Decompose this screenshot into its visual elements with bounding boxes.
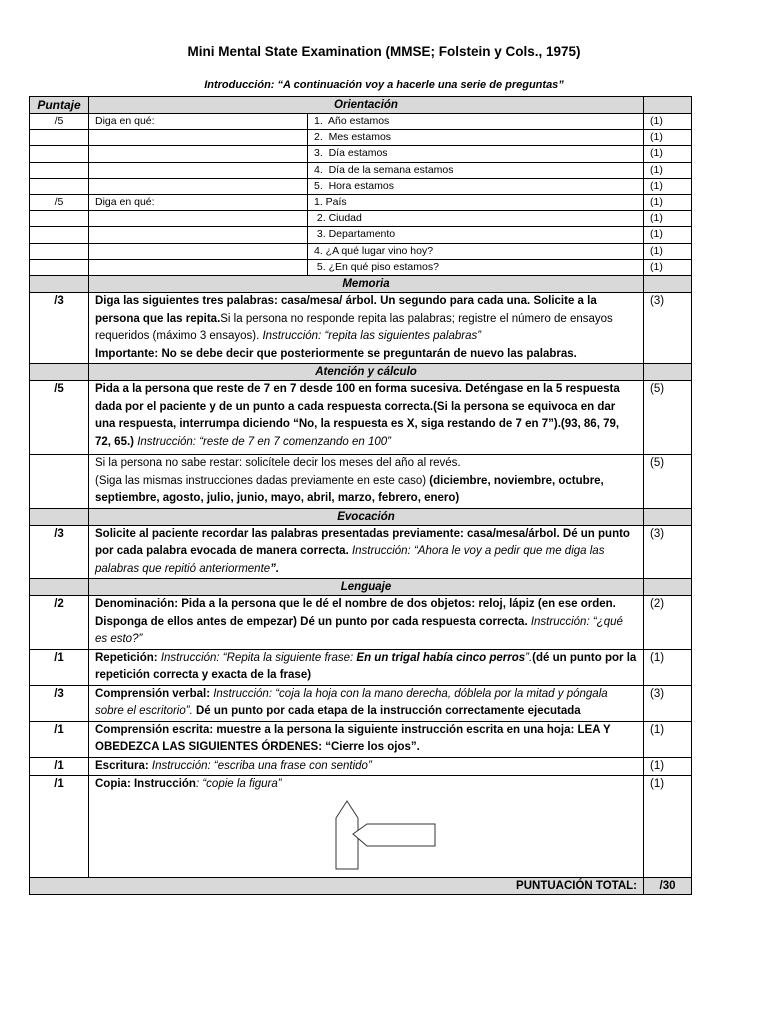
copia-instructions: Copia: Instrucción: “copie la figura” — [89, 776, 644, 878]
item-points: (1) — [644, 757, 692, 776]
orientation-item: 5. ¿En qué piso estamos? — [308, 259, 644, 275]
item-score: /1 — [30, 757, 89, 776]
orientation-item: 3. Departamento — [308, 227, 644, 243]
table-row — [30, 525, 692, 579]
item-points: (2) — [644, 596, 692, 650]
table-row — [30, 455, 692, 509]
section-header-row — [30, 508, 692, 525]
section-header-memoria: Memoria — [89, 276, 644, 293]
table-row — [30, 146, 692, 162]
item-points: (1) — [644, 162, 692, 178]
orientation-header-row — [30, 97, 692, 114]
item-score: /5 — [30, 114, 89, 130]
item-points: (1) — [644, 130, 692, 146]
introduction-line: Introducción: “A continuación voy a hacerle una serie de preguntas” — [204, 79, 564, 91]
comprension-verbal-instructions: Comprensión verbal: Instrucción: “coja la hoja con la mano derecha, dóblela por la mitad y póngala sobre el escritorio”. Dé un punto por cada etapa de la instrucción correctamente ejecutada — [89, 685, 644, 721]
section-header-row — [30, 364, 692, 381]
table-row — [30, 596, 692, 650]
figure-horizontal-arrow — [353, 824, 435, 846]
item-points: (1) — [644, 776, 692, 878]
item-score: /1 — [30, 721, 89, 757]
table-row — [30, 243, 692, 259]
atencion-alternative: Si la persona no sabe restar: solicítele decir los meses del año al revés. (Siga las mismas instrucciones dadas previamente en este caso) (diciembre, noviembre, octubre, septiembre, agosto, julio, junio, mayo, abril, marzo, febrero, enero) — [89, 455, 644, 509]
section-header-evocacion: Evocación — [89, 508, 644, 525]
memoria-instructions: Diga las siguientes tres palabras: casa/mesa/ árbol. Un segundo para cada una. Solicite a la persona que las repita.Si la persona no responde repita las palabras; registre el número de ensayos requeridos (máximo 3 ensayos). Instrucción: “repita las siguientes palabras” Importante: No se debe decir que posteriormente se preguntarán de nuevo las palabras. — [89, 293, 644, 364]
document-title: Mini Mental State Examination (MMSE; Folstein y Cols., 1975) — [187, 44, 581, 59]
section-header-row — [30, 276, 692, 293]
item-points: (1) — [644, 146, 692, 162]
item-points: (1) — [644, 114, 692, 130]
escritura-instructions: Escritura: Instrucción: “escriba una frase con sentido” — [89, 757, 644, 776]
item-score: /5 — [30, 195, 89, 211]
section-header-row — [30, 579, 692, 596]
item-points: (3) — [644, 685, 692, 721]
item-score: /3 — [30, 685, 89, 721]
orientation-item: 3. Día estamos — [308, 146, 644, 162]
item-points: (1) — [644, 211, 692, 227]
item-points: (1) — [644, 649, 692, 685]
item-score: /3 — [30, 293, 89, 364]
item-prompt: Diga en qué: — [89, 195, 308, 211]
total-row — [30, 878, 692, 895]
item-score: /1 — [30, 776, 89, 878]
orientation-item: 4. ¿A qué lugar vino hoy? — [308, 243, 644, 259]
orientation-item: 2. Mes estamos — [308, 130, 644, 146]
item-points: (5) — [644, 381, 692, 455]
section-header-lenguaje: Lenguaje — [89, 579, 644, 596]
item-points: (3) — [644, 293, 692, 364]
copy-figure-drawing — [335, 800, 441, 870]
table-row — [30, 721, 692, 757]
total-score-label: PUNTUACIÓN TOTAL: — [30, 878, 644, 895]
repeticion-instructions: Repetición: Instrucción: “Repita la siguiente frase: En un trigal había cinco perros”.(dé un punto por la repetición correcta y exacta de la frase) — [89, 649, 644, 685]
table-row — [30, 130, 692, 146]
evocacion-instructions: Solicite al paciente recordar las palabras presentadas previamente: casa/mesa/árbol. Dé un punto por cada palabra evocada de manera correcta. Instrucción: “Ahora le voy a pedir que me diga las palabras que repitió anteriormente”. — [89, 525, 644, 579]
item-score: /2 — [30, 596, 89, 650]
table-row — [30, 114, 692, 130]
table-row — [30, 757, 692, 776]
table-row — [30, 649, 692, 685]
orientation-item: 4. Día de la semana estamos — [308, 162, 644, 178]
item-score: /5 — [30, 381, 89, 455]
score-column-header: Puntaje — [30, 97, 89, 114]
orientation-item: 2. Ciudad — [308, 211, 644, 227]
section-header-orientation: Orientación — [89, 97, 644, 114]
item-score: /3 — [30, 525, 89, 579]
item-prompt: Diga en qué: — [89, 114, 308, 130]
item-points: (1) — [644, 195, 692, 211]
table-row — [30, 195, 692, 211]
item-points: (1) — [644, 243, 692, 259]
table-row — [30, 685, 692, 721]
table-row — [30, 259, 692, 275]
denominacion-instructions: Denominación: Pida a la persona que le dé el nombre de dos objetos: reloj, lápiz (en ese orden. Disponga de ellos antes de empezar) Dé un punto por cada respuesta correcta. Instrucción: “¿qué es esto?” — [89, 596, 644, 650]
item-points: (1) — [644, 721, 692, 757]
table-row — [30, 776, 692, 878]
table-row — [30, 162, 692, 178]
orientation-item: 5. Hora estamos — [308, 178, 644, 194]
item-points: (1) — [644, 259, 692, 275]
item-points: (1) — [644, 178, 692, 194]
comprension-escrita-instructions: Comprensión escrita: muestre a la persona la siguiente instrucción escrita en una hoja: LEA Y OBEDEZCA LAS SIGUIENTES ÓRDENES: “Cierre los ojos”. — [89, 721, 644, 757]
table-row — [30, 381, 692, 455]
orientation-item: 1. Año estamos — [308, 114, 644, 130]
item-points: (5) — [644, 455, 692, 509]
item-score: /1 — [30, 649, 89, 685]
orientation-item: 1. País — [308, 195, 644, 211]
table-row — [30, 227, 692, 243]
total-score-value: /30 — [644, 878, 692, 895]
section-header-atencion: Atención y cálculo — [89, 364, 644, 381]
item-points: (1) — [644, 227, 692, 243]
mmse-table — [29, 96, 692, 895]
atencion-instructions: Pida a la persona que reste de 7 en 7 desde 100 en forma sucesiva. Deténgase en la 5 respuesta dada por el paciente y de un punto a cada respuesta correcta.(Si la persona se equivoca en dar una respuesta, interrumpa diciendo “No, la respuesta es X, siga restando de 7 en 7”).(93, 86, 79, 72, 65.) Instrucción: “reste de 7 en 7 comenzando en 100” — [89, 381, 644, 455]
table-row — [30, 178, 692, 194]
table-row — [30, 211, 692, 227]
item-points: (3) — [644, 525, 692, 579]
table-row — [30, 293, 692, 364]
